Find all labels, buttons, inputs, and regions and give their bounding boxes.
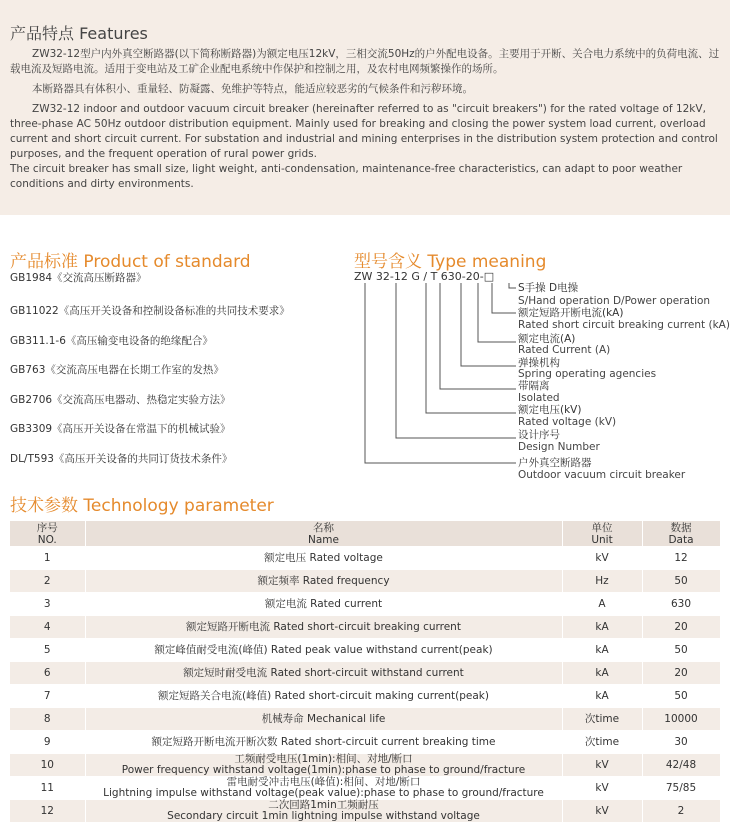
row-unit: kA xyxy=(562,616,642,639)
row-no: 7 xyxy=(10,685,85,708)
header-unit: 单位 Unit xyxy=(562,521,642,547)
table-row xyxy=(10,800,720,823)
type-item-zh: 户外真空断路器 xyxy=(518,457,592,469)
table-row xyxy=(10,593,720,616)
type-code: ZW 32-12 G / T 630-20-□ xyxy=(354,270,495,283)
table-row xyxy=(10,639,720,662)
type-meaning-title: 型号含义 Type meaning xyxy=(354,252,547,272)
row-unit: kA xyxy=(562,639,642,662)
row-no: 6 xyxy=(10,662,85,685)
table-header-row xyxy=(10,521,720,547)
row-name: 额定电压 Rated voltage xyxy=(85,547,562,570)
standard-item: GB311.1-6《高压输变电设备的绝缘配合》 xyxy=(10,335,213,347)
type-item-zh: 弹操机构 xyxy=(518,357,560,369)
row-data: 42/48 xyxy=(642,754,720,777)
row-unit: kV xyxy=(562,754,642,777)
row-unit: Hz xyxy=(562,570,642,593)
row-name: 工频耐受电压(1min):相间、对地/断口 Power frequency withstand voltage(1min):phase to phase to ground/fracture xyxy=(85,754,562,777)
row-name: 额定峰值耐受电流(峰值) Rated peak value withstand current(peak) xyxy=(85,639,562,662)
type-item-en: Design Number xyxy=(518,441,600,453)
row-data: 10000 xyxy=(642,708,720,731)
type-item-zh: 额定电流(A) xyxy=(518,333,576,345)
type-item-zh: 额定短路开断电流(kA) xyxy=(518,307,624,319)
table-row xyxy=(10,616,720,639)
standard-item: GB1984《交流高压断路器》 xyxy=(10,272,147,284)
row-unit: 次time xyxy=(562,708,642,731)
features-paragraph-en-1: ZW32-12 indoor and outdoor vacuum circuit breaker (hereinafter referred to as "circuit breakers") for the rated voltage of 12kV, three-phase AC 50Hz outdoor distribution equipment. Mainly used for breaking and closing the power system load current, overload current and short circuit current. For substation and industrial and mining enterprises in the distribution system protection and control purposes, and the frequent operation of rural power grids. xyxy=(10,103,718,160)
row-no: 12 xyxy=(10,800,85,823)
table-row xyxy=(10,685,720,708)
features-paragraph-zh-2: 本断路器具有体积小、重量轻、防凝露、免维护等特点，能适应较恶劣的气候条件和污秽环境。 xyxy=(32,83,473,95)
row-data: 50 xyxy=(642,685,720,708)
type-item-en: Isolated xyxy=(518,392,560,404)
row-data: 30 xyxy=(642,731,720,754)
header-data: 数据 Data xyxy=(642,521,720,547)
table-row xyxy=(10,662,720,685)
type-item-en: Rated short circuit breaking current (kA) xyxy=(518,319,730,331)
standard-item: DL/T593《高压开关设备的共同订货技术条件》 xyxy=(10,453,233,465)
row-data: 630 xyxy=(642,593,720,616)
row-unit: 次time xyxy=(562,731,642,754)
type-item-zh: S手操 D电操 xyxy=(518,282,579,294)
row-no: 5 xyxy=(10,639,85,662)
row-no: 3 xyxy=(10,593,85,616)
parameter-table xyxy=(10,521,721,822)
row-name: 二次回路1min工频耐压 Secondary circuit 1min lightning impulse withstand voltage xyxy=(85,800,562,823)
row-data: 75/85 xyxy=(642,777,720,800)
row-no: 9 xyxy=(10,731,85,754)
features-paragraph-zh-1: ZW32-12型户内外真空断路器(以下简称断路器)为额定电压12kV，三相交流50Hz的户外配电设备。主要用于开断、关合电力系统中的负荷电流、过载电流及短路电流。适用于变电站及工矿企业配电系统中作保护和控制之用，及农村电网频繁操作的场所。 xyxy=(10,48,720,75)
type-item-en: Rated voltage (kV) xyxy=(518,416,617,428)
header-no: 序号 NO. xyxy=(10,521,85,547)
type-item-zh: 带隔离 xyxy=(518,380,550,392)
row-unit: kA xyxy=(562,662,642,685)
row-name: 雷电耐受冲击电压(峰值):相间、对地/断口 Lightning impulse withstand voltage(peak value):phase to phase to ground/fracture xyxy=(85,777,562,800)
standard-item: GB11022《高压开关设备和控制设备标准的共同技术要求》 xyxy=(10,305,290,317)
row-data: 50 xyxy=(642,639,720,662)
row-data: 50 xyxy=(642,570,720,593)
type-item-en: S/Hand operation D/Power operation xyxy=(518,295,711,307)
row-unit: kV xyxy=(562,547,642,570)
row-no: 11 xyxy=(10,777,85,800)
row-unit: A xyxy=(562,593,642,616)
features-title: 产品特点 Features xyxy=(10,24,148,43)
row-data: 2 xyxy=(642,800,720,823)
table-row xyxy=(10,570,720,593)
standards-title: 产品标准 Product of standard xyxy=(10,252,251,272)
row-name: 额定短路开断电流开断次数 Rated short-circuit current breaking time xyxy=(85,731,562,754)
table-row xyxy=(10,731,720,754)
row-no: 8 xyxy=(10,708,85,731)
type-item-zh: 设计序号 xyxy=(518,429,560,441)
technology-title: 技术参数 Technology parameter xyxy=(10,496,274,516)
table-row xyxy=(10,754,720,777)
row-data: 12 xyxy=(642,547,720,570)
type-item-en: Outdoor vacuum circuit breaker xyxy=(518,469,686,481)
row-unit: kV xyxy=(562,777,642,800)
standard-item: GB2706《交流高压电器动、热稳定实验方法》 xyxy=(10,394,231,406)
table-row xyxy=(10,777,720,800)
row-no: 1 xyxy=(10,547,85,570)
row-name: 额定短时耐受电流 Rated short-circuit withstand current xyxy=(85,662,562,685)
row-unit: kA xyxy=(562,685,642,708)
type-item-zh: 额定电压(kV) xyxy=(518,404,582,416)
row-unit: kV xyxy=(562,800,642,823)
row-no: 4 xyxy=(10,616,85,639)
header-name: 名称 Name xyxy=(85,521,562,547)
standard-item: GB763《交流高压电器在长期工作室的发热》 xyxy=(10,364,224,376)
row-data: 20 xyxy=(642,616,720,639)
row-no: 10 xyxy=(10,754,85,777)
table-row xyxy=(10,547,720,570)
row-data: 20 xyxy=(642,662,720,685)
standard-item: GB3309《高压开关设备在常温下的机械试验》 xyxy=(10,423,231,435)
row-name: 额定短路关合电流(峰值) Rated short-circuit making current(peak) xyxy=(85,685,562,708)
features-paragraph-en-2: The circuit breaker has small size, light weight, anti-condensation, maintenance-free characteristics, can adapt to poor weather conditions and dirty environments. xyxy=(10,163,683,190)
row-name: 额定频率 Rated frequency xyxy=(85,570,562,593)
type-item-en: Rated Current (A) xyxy=(518,344,611,356)
row-name: 额定电流 Rated current xyxy=(85,593,562,616)
row-name: 额定短路开断电流 Rated short-circuit breaking current xyxy=(85,616,562,639)
table-row xyxy=(10,708,720,731)
type-item-en: Spring operating agencies xyxy=(518,368,657,380)
row-no: 2 xyxy=(10,570,85,593)
row-name: 机械寿命 Mechanical life xyxy=(85,708,562,731)
